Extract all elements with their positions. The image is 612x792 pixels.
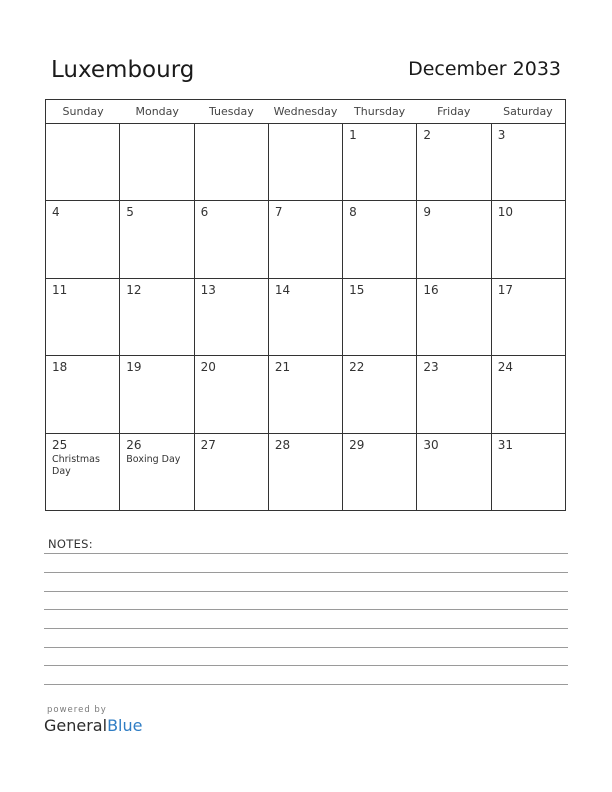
- day-cell: [46, 356, 120, 432]
- day-number: 12: [126, 282, 142, 297]
- day-number: 4: [52, 205, 60, 220]
- day-number: 23: [423, 360, 439, 375]
- day-number: 31: [497, 437, 513, 452]
- day-number: 7: [274, 205, 283, 220]
- notes-line: [44, 591, 568, 592]
- day-cell: [120, 201, 194, 277]
- day-cell: [195, 356, 269, 432]
- day-cell: [417, 356, 491, 432]
- calendar-weeks: [46, 124, 565, 510]
- day-cell: [120, 356, 194, 432]
- day-cell: [343, 356, 417, 432]
- day-number: 22: [349, 360, 365, 375]
- day-number: 25: [52, 437, 68, 452]
- calendar-grid: [45, 99, 566, 511]
- day-cell: [195, 434, 269, 510]
- day-number: 30: [423, 437, 439, 452]
- notes-line: [44, 647, 568, 648]
- day-number: 2: [423, 128, 432, 142]
- day-number: 13: [200, 282, 216, 297]
- day-number: 16: [423, 282, 439, 297]
- weekday-header-row: [46, 100, 565, 124]
- day-cell: [492, 434, 565, 510]
- day-cell: [417, 279, 491, 355]
- day-cell: [492, 201, 565, 277]
- day-cell: [343, 201, 417, 277]
- day-cell: [492, 356, 565, 432]
- week-row-4: [46, 356, 565, 433]
- day-cell: [195, 279, 269, 355]
- week-row-5: [46, 434, 565, 510]
- weekday-friday: Friday: [437, 105, 471, 118]
- day-number: 5: [126, 205, 134, 220]
- day-cell: [343, 124, 417, 200]
- day-number: 24: [497, 360, 513, 375]
- day-number: 17: [497, 282, 513, 297]
- day-number: 21: [274, 360, 291, 375]
- day-number: 20: [200, 360, 216, 375]
- day-number: 8: [349, 205, 357, 220]
- day-cell: [120, 124, 194, 200]
- day-number: 6: [200, 205, 209, 220]
- day-number: 28: [274, 437, 291, 452]
- week-row-3: [46, 279, 565, 356]
- day-number: 9: [423, 205, 432, 220]
- holiday-label: Christmas Day: [52, 453, 100, 477]
- notes-label: NOTES:: [48, 537, 93, 551]
- day-cell: [269, 434, 343, 510]
- weekday-sunday: Sunday: [62, 105, 104, 118]
- day-cell: [417, 434, 491, 510]
- day-cell: [343, 434, 417, 510]
- country-title: Luxembourg: [51, 57, 195, 83]
- week-row-2: [46, 201, 565, 278]
- day-number: 1: [349, 128, 357, 142]
- day-cell: [417, 124, 491, 200]
- day-cell: [195, 201, 269, 277]
- day-number: 29: [349, 437, 365, 452]
- day-cell: [269, 124, 343, 200]
- day-cell: [46, 124, 120, 200]
- day-number: 26: [126, 437, 142, 452]
- notes-line: [44, 572, 568, 573]
- day-cell: [46, 279, 120, 355]
- day-cell: [120, 279, 194, 355]
- month-year-title: December 2033: [408, 58, 561, 80]
- day-cell: [492, 124, 565, 200]
- day-number: 10: [497, 205, 513, 220]
- generalblue-logo[interactable]: [44, 716, 142, 736]
- day-cell: [269, 279, 343, 355]
- weekday-tuesday: Tuesday: [208, 105, 254, 118]
- powered-by-text: powered by: [47, 705, 107, 715]
- day-number: 19: [126, 360, 142, 375]
- day-number: 27: [200, 437, 216, 452]
- day-cell: [269, 356, 343, 432]
- weekday-saturday: Saturday: [503, 105, 553, 118]
- brand-blue-text: Blue: [107, 716, 143, 735]
- day-number: 14: [274, 282, 291, 297]
- day-cell: [417, 201, 491, 277]
- day-cell: [195, 124, 269, 200]
- weekday-wednesday: Wednesday: [273, 105, 338, 118]
- weekday-monday: Monday: [135, 105, 179, 118]
- day-number: 18: [52, 360, 68, 375]
- week-row-1: [46, 124, 565, 201]
- day-cell: [120, 434, 194, 510]
- day-number: 11: [52, 282, 68, 297]
- day-cell: [46, 434, 120, 510]
- notes-line: [44, 609, 568, 610]
- notes-line: [44, 553, 568, 554]
- notes-line: [44, 684, 568, 685]
- holiday-label: Boxing Day: [126, 453, 181, 465]
- day-cell: [492, 279, 565, 355]
- day-cell: [343, 279, 417, 355]
- notes-line: [44, 665, 568, 666]
- day-number: 3: [497, 128, 506, 142]
- brand-general-text: General: [44, 716, 108, 735]
- day-number: 15: [349, 282, 365, 297]
- day-cell: [269, 201, 343, 277]
- weekday-thursday: Thursday: [354, 105, 406, 118]
- day-cell: [46, 201, 120, 277]
- notes-line: [44, 628, 568, 629]
